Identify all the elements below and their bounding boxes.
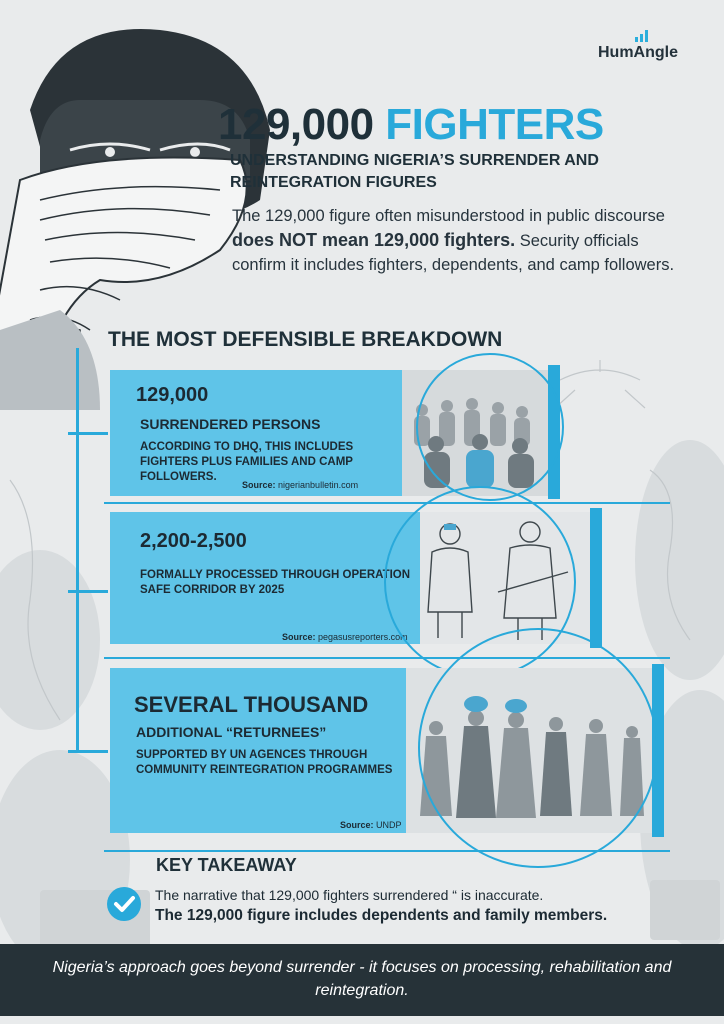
- intro-text-1: The 129,000 figure often misunderstood in public discourse: [232, 207, 665, 225]
- breakdown-title: THE MOST DEFENSIBLE BREAKDOWN: [108, 328, 503, 351]
- page-title: [218, 100, 604, 150]
- logo-text: HumAngle: [598, 44, 678, 61]
- footer-banner: [0, 944, 724, 1016]
- title-word: FIGHTERS: [385, 100, 604, 149]
- intro-text-2: Security officials confirm it includes fighters, dependents, and camp followers.: [232, 232, 675, 274]
- intro-emphasis: does NOT mean 129,000 fighters.: [232, 230, 516, 250]
- card-description: ACCORDING TO DHQ, THIS INCLUDES FIGHTERS PLUS FAMILIES AND CAMP FOLLOWERS.: [140, 441, 354, 483]
- card-description: FORMALLY PROCESSED THROUGH OPERATION SAFE CORRIDOR BY 2025: [140, 569, 411, 596]
- timeline-line: [76, 348, 79, 753]
- highlight-circle: [416, 353, 564, 501]
- card-figure: 2,200-2,500: [140, 530, 247, 552]
- card-figure: 129,000: [136, 384, 209, 406]
- footer-text: Nigeria’s approach goes beyond surrender - it focuses on processing, rehabilitation and reintegration.: [52, 959, 672, 999]
- highlight-circle: [418, 628, 658, 868]
- bars-icon: [635, 30, 649, 42]
- card-source: Source: nigerianbulletin.com: [242, 480, 359, 490]
- timeline-tick: [68, 750, 108, 753]
- card-label: ADDITIONAL “RETURNEES”: [136, 724, 327, 740]
- card-label: SURRENDERED PERSONS: [140, 416, 321, 432]
- intro-paragraph: [232, 204, 692, 277]
- card-figure: SEVERAL THOUSAND: [134, 692, 369, 717]
- page-subtitle: UNDERSTANDING NIGERIA’S SURRENDER AND REINTEGRATION FIGURES: [230, 152, 599, 191]
- card-accent-bar: [590, 508, 602, 648]
- card-source: Source: pegasusreporters.com: [282, 632, 408, 642]
- title-number: 129,000: [218, 100, 374, 149]
- takeaway-title: KEY TAKEAWAY: [156, 855, 297, 875]
- card-description: SUPPORTED BY UN AGENCES THROUGH COMMUNITY REINTEGRATION PROGRAMMES: [136, 749, 393, 776]
- card-source: Source: UNDP: [340, 820, 402, 830]
- timeline-tick: [68, 590, 108, 593]
- timeline-tick: [68, 432, 108, 435]
- takeaway-text: The narrative that 129,000 fighters surrendered “ is inaccurate.: [155, 887, 544, 903]
- check-circle-icon: [107, 887, 141, 921]
- takeaway-emphasis: The 129,000 figure includes dependents and family members.: [155, 907, 608, 924]
- divider: [104, 502, 670, 504]
